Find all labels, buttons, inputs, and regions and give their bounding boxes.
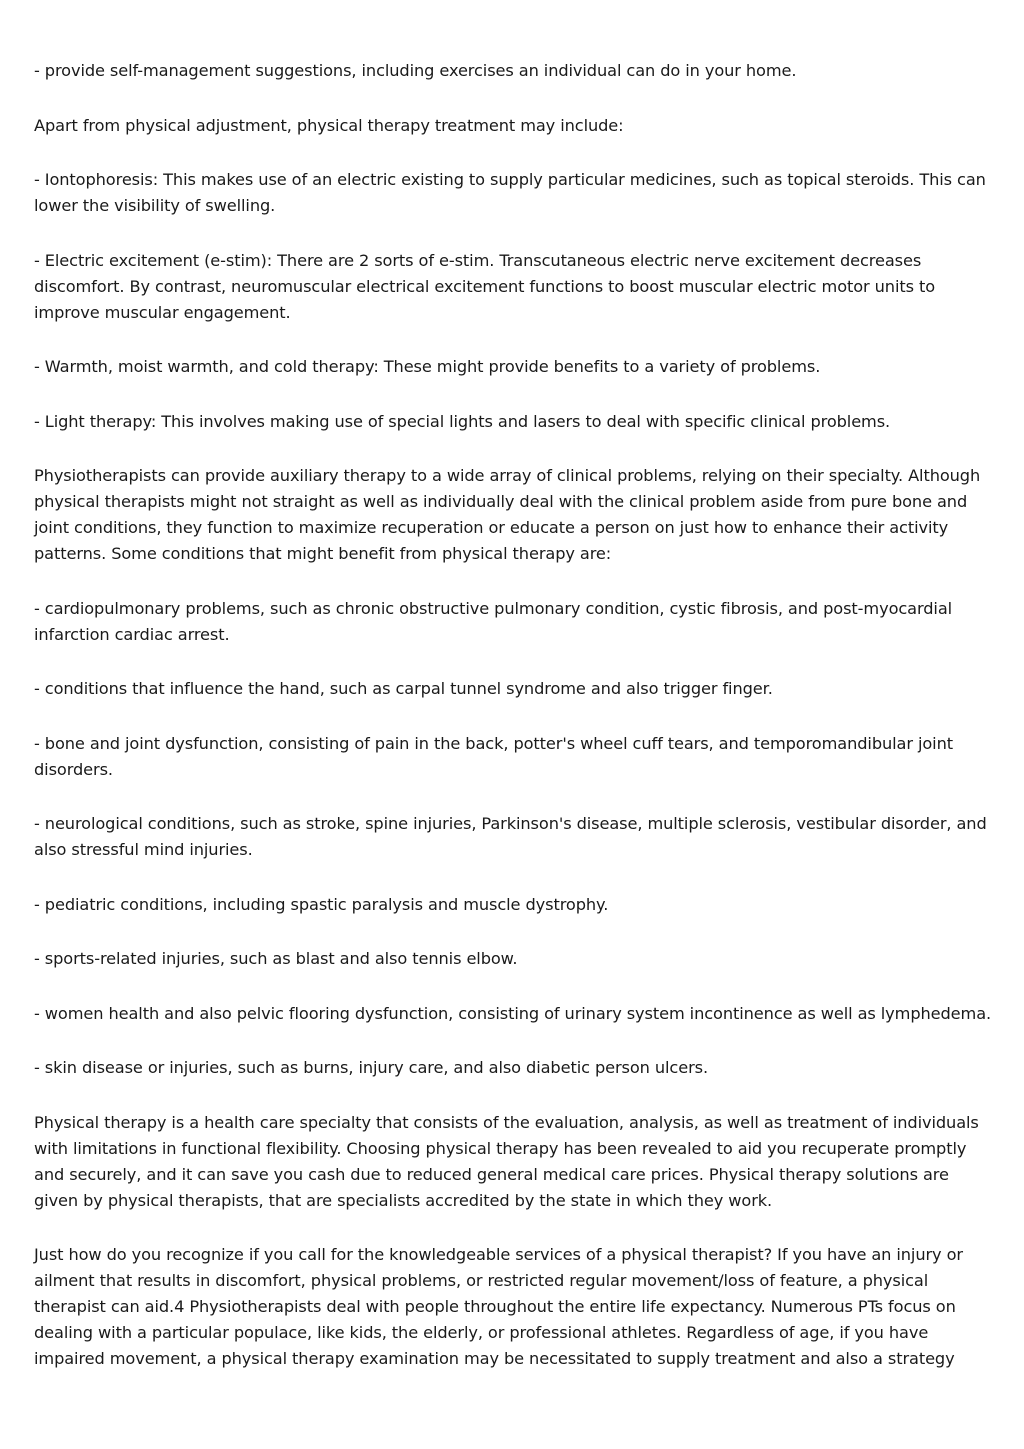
paragraph-treatment-intro: Apart from physical adjustment, physical therapy treatment may include: <box>34 115 624 135</box>
paragraph-warmth-therapy: - Warmth, moist warmth, and cold therapy: These might provide benefits to a variety of problems. <box>34 357 821 376</box>
paragraph-pediatric: - pediatric conditions, including spastic paralysis and muscle dystrophy. <box>34 894 609 914</box>
paragraph-physical-therapy-definition: Physical therapy is a health care specialty that consists of the evaluation, analysis, as well as treatment of individuals with limitations in functional flexibility. Choosing physical therapy has been revealed to aid you recuperate promptly and securely, and it can save you cash due to reduced general medical care prices. Physical therapy solutions are given by physical therapists, that are specialists accredited by the state in which they work. <box>34 1112 979 1210</box>
paragraph-cardiopulmonary: - cardiopulmonary problems, such as chronic obstructive pulmonary condition, cystic fibrosis, and post-myocardial infarction cardiac arrest. <box>34 598 953 644</box>
paragraph-sports-injuries: - sports-related injuries, such as blast and also tennis elbow. <box>34 949 518 968</box>
document-page <box>34 58 994 1372</box>
paragraph-recognize-need: Just how do you recognize if you call for the knowledgeable services of a physical therapist? If you have an injury or ailment that results in discomfort, physical problems, or restricted regular movement/loss of feature, a physical therapist can aid.4 Physiotherapists deal with people throughout the entire life expectancy. Numerous PTs focus on dealing with a particular populace, like kids, the elderly, or professional athletes. Regardless of age, if you have impaired movement, a physical therapy examination may be necessitated to supply treatment and also a strategy <box>34 1245 963 1368</box>
paragraph-neurological: - neurological conditions, such as stroke, spine injuries, Parkinson's disease, multiple sclerosis, vestibular disorder, and also stressful mind injuries. <box>34 814 987 859</box>
paragraph-self-management: - provide self-management suggestions, including exercises an individual can do in your home. <box>34 61 797 80</box>
paragraph-light-therapy: - Light therapy: This involves making use of special lights and lasers to deal with specific clinical problems. <box>34 411 891 431</box>
paragraph-bone-joint: - bone and joint dysfunction, consisting of pain in the back, potter's wheel cuff tears, and temporomandibular joint disorders. <box>34 733 953 779</box>
paragraph-women-health: - women health and also pelvic flooring dysfunction, consisting of urinary system incontinence as well as lymphedema. <box>34 1003 992 1023</box>
paragraph-skin-disease: - skin disease or injuries, such as burns, injury care, and also diabetic person ulcers. <box>34 1058 709 1077</box>
paragraph-hand-conditions: - conditions that influence the hand, such as carpal tunnel syndrome and also trigger finger. <box>34 679 773 698</box>
paragraph-electric-excitement: - Electric excitement (e-stim): There are 2 sorts of e-stim. Transcutaneous electric nerve excitement decreases discomfort. By contrast, neuromuscular electrical excitement functions to boost muscular electric motor units to improve muscular engagement. <box>34 250 936 322</box>
paragraph-auxiliary-therapy: Physiotherapists can provide auxiliary therapy to a wide array of clinical problems, relying on their specialty. Although physical therapists might not straight as well as individually deal with the clinical problem aside from pure bone and joint conditions, they function to maximize recuperation or educate a person on just how to enhance their activity patterns. Some conditions that might benefit from physical therapy are: <box>34 466 981 563</box>
paragraph-iontophoresis: - Iontophoresis: This makes use of an electric existing to supply particular medicines, such as topical steroids. This can lower the visibility of swelling. <box>34 170 986 215</box>
